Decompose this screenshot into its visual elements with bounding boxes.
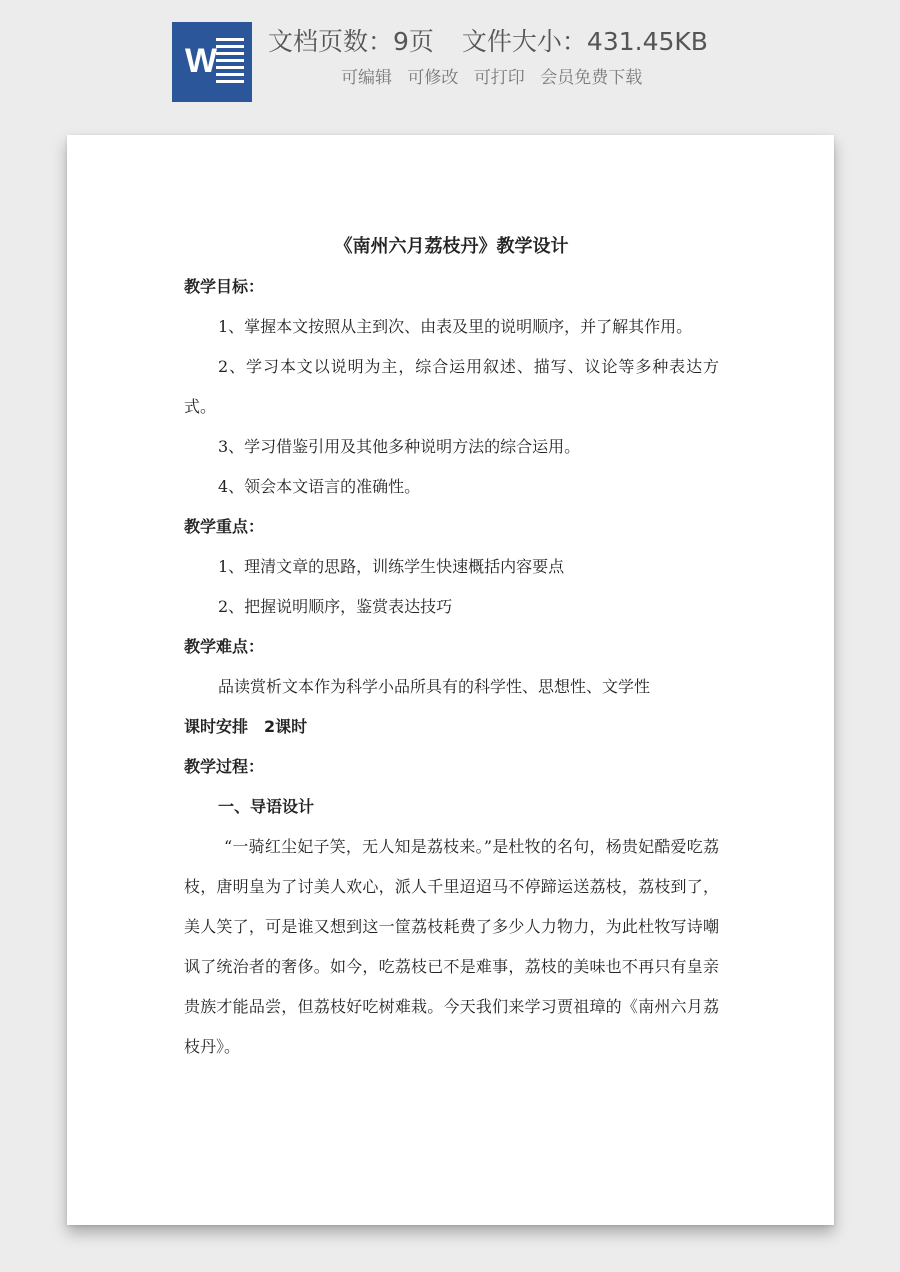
document-title: 《南州六月荔枝丹》教学设计 xyxy=(334,236,569,257)
objective-item: 4、领会本文语言的准确性。 xyxy=(218,477,421,496)
feature-printable: 可打印 xyxy=(473,68,525,88)
objective-item: 3、学习借鉴引用及其他多种说明方法的综合运用。 xyxy=(218,437,581,456)
document-page xyxy=(67,135,834,1225)
download-banner xyxy=(0,0,900,120)
objective-item: 1、掌握本文按照从主到次、由表及里的说明顺序，并了解其作用。 xyxy=(218,317,693,336)
process-heading: 教学过程： xyxy=(184,757,265,776)
file-size: 文件大小：431.45KB xyxy=(461,27,708,56)
objective-item: 2、学习本文以说明为主，综合运用叙述、描写、议论等多种表达方式。 xyxy=(184,357,719,416)
schedule-line: 课时安排 2课时 xyxy=(184,717,308,736)
word-document-icon xyxy=(172,22,252,102)
feature-list xyxy=(341,64,652,92)
page-count: 文档页数：9页 xyxy=(268,27,434,56)
feature-editable: 可编辑 xyxy=(341,68,392,88)
intro-paragraph: “一骑红尘妃子笑，无人知是荔枝来。”是杜牧的名句，杨贵妃酷爱吃荔枝，唐明皇为了讨美人欢心，派人千里迢迢马不停蹄运送荔枝，荔枝到了，美人笑了，可是谁又想到这一筐荔枝耗费了多少人力物力，为此杜牧写诗嘲讽了统治者的奢侈。如今，吃荔枝已不是难事，荔枝的美味也不再只有皇亲贵族才能品尝，但荔枝好吃树难栽。今天我们来学习贾祖璋的《南州六月荔枝丹》。 xyxy=(184,837,719,1056)
key-point-item: 2、把握说明顺序，鉴赏表达技巧 xyxy=(218,597,453,616)
feature-modifiable: 可修改 xyxy=(407,68,459,88)
word-logo-letter: W xyxy=(184,42,218,80)
document-content xyxy=(184,227,719,1067)
difficulties-heading: 教学难点： xyxy=(184,637,265,656)
objectives-heading: 教学目标： xyxy=(184,277,265,296)
file-info xyxy=(268,22,708,62)
key-point-item: 1、理清文章的思路，训练学生快速概括内容要点 xyxy=(218,557,565,576)
key-points-heading: 教学重点： xyxy=(184,517,265,536)
difficulties-text: 品读赏析文本作为科学小品所具有的科学性、思想性、文学性 xyxy=(218,677,651,696)
section-title: 一、导语设计 xyxy=(218,797,315,816)
feature-member-download: 会员免费下载 xyxy=(540,68,643,88)
